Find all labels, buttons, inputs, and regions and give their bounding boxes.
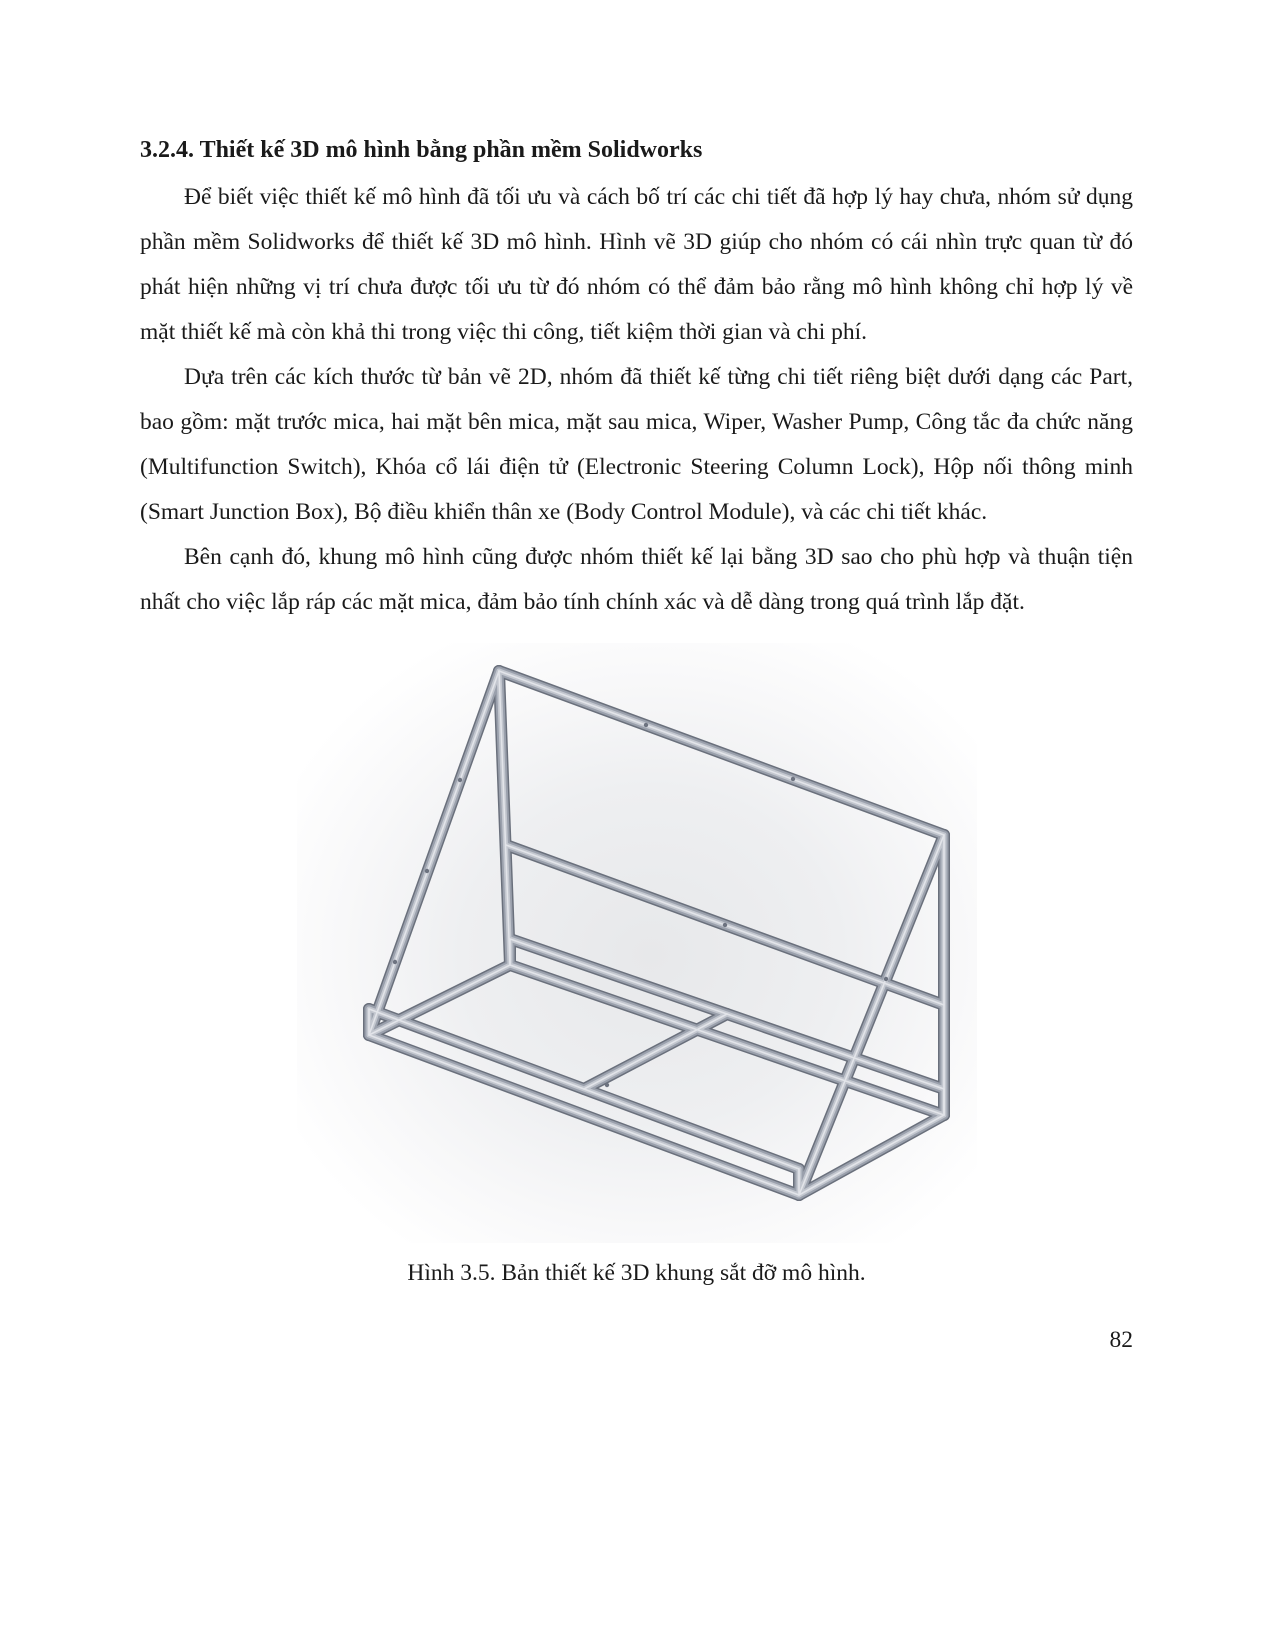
steel-frame-drawing [297, 643, 977, 1243]
section-heading: 3.2.4. Thiết kế 3D mô hình bằng phần mềm Solidworks [140, 137, 703, 163]
paragraph-3: Bên cạnh đó, khung mô hình cũng được nhóm thiết kế lại bằng 3D sao cho phù hợp và thuận tiện nhất cho việc lắp ráp các mặt mica, đảm bảo tính chính xác và dễ dàng trong quá trình lắp đặt. [140, 544, 1133, 615]
page-number: 82 [1109, 1327, 1133, 1353]
figure-image-backdrop [297, 643, 977, 1243]
figure-3d-frame [287, 643, 987, 1289]
frame-tubes [369, 671, 944, 1195]
figure-caption: Hình 3.5. Bản thiết kế 3D khung sắt đỡ mô hình. [407, 1260, 866, 1286]
paragraph-2: Dựa trên các kích thước từ bản vẽ 2D, nhóm đã thiết kế từng chi tiết riêng biệt dưới dạng các Part, bao gồm: mặt trước mica, hai mặt bên mica, mặt sau mica, Wiper, Washer Pump, Công tắc đa chức năng (Multifunction Switch), Khóa cổ lái điện tử (Electronic Steering Column Lock), Hộp nối thông minh (Smart Junction Box), Bộ điều khiển thân xe (Body Control Module), và các chi tiết khác. [140, 364, 1133, 525]
paragraph-1: Để biết việc thiết kế mô hình đã tối ưu và cách bố trí các chi tiết đã hợp lý hay chưa, nhóm sử dụng phần mềm Solidworks để thiết kế 3D mô hình. Hình vẽ 3D giúp cho nhóm có cái nhìn trực quan từ đó phát hiện những vị trí chưa được tối ưu từ đó nhóm có thể đảm bảo rằng mô hình không chỉ hợp lý về mặt thiết kế mà còn khả thi trong việc thi công, tiết kiệm thời gian và chi phí. [140, 184, 1133, 345]
